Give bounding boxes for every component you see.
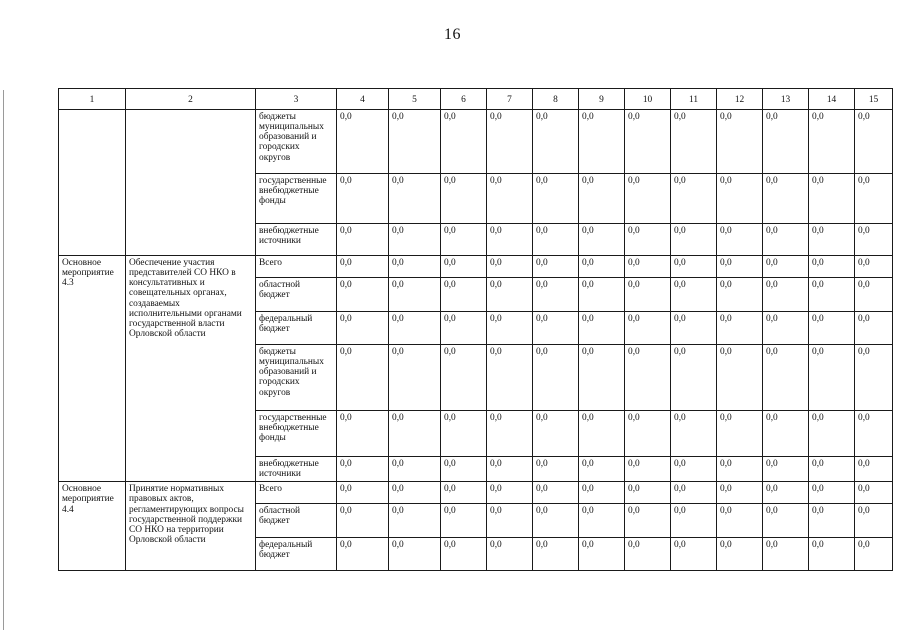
value-cell: 0,0	[389, 504, 441, 538]
value-cell: 0,0	[763, 482, 809, 504]
value-cell: 0,0	[441, 256, 487, 278]
value-cell: 0,0	[717, 504, 763, 538]
table-header-row	[59, 89, 893, 110]
value-cell: 0,0	[763, 538, 809, 571]
activity-description-cell: Принятие нормативных правовых актов, регламентирующих вопросы государственной поддержки СО НКО на территории Орловской области	[126, 482, 256, 571]
value-cell: 0,0	[717, 110, 763, 174]
value-cell: 0,0	[763, 256, 809, 278]
value-cell: 0,0	[579, 538, 625, 571]
value-cell: 0,0	[487, 411, 533, 457]
value-cell: 0,0	[579, 457, 625, 482]
value-cell: 0,0	[855, 110, 893, 174]
value-cell: 0,0	[855, 504, 893, 538]
funding-source-cell: областной бюджет	[256, 278, 337, 312]
value-cell: 0,0	[579, 278, 625, 312]
value-cell: 0,0	[625, 174, 671, 224]
value-cell: 0,0	[763, 224, 809, 256]
value-cell: 0,0	[855, 411, 893, 457]
value-cell: 0,0	[533, 482, 579, 504]
value-cell: 0,0	[809, 110, 855, 174]
value-cell: 0,0	[337, 538, 389, 571]
value-cell: 0,0	[671, 312, 717, 345]
value-cell: 0,0	[337, 411, 389, 457]
value-cell: 0,0	[487, 482, 533, 504]
value-cell: 0,0	[855, 278, 893, 312]
table-body	[59, 110, 893, 571]
value-cell: 0,0	[855, 224, 893, 256]
funding-source-cell: Всего	[256, 256, 337, 278]
column-header: 5	[389, 89, 441, 110]
value-cell: 0,0	[717, 538, 763, 571]
value-cell: 0,0	[625, 457, 671, 482]
value-cell: 0,0	[441, 482, 487, 504]
column-header: 4	[337, 89, 389, 110]
value-cell: 0,0	[389, 411, 441, 457]
value-cell: 0,0	[337, 345, 389, 411]
value-cell: 0,0	[763, 278, 809, 312]
value-cell: 0,0	[717, 312, 763, 345]
value-cell: 0,0	[579, 110, 625, 174]
funding-source-cell: федеральный бюджет	[256, 312, 337, 345]
column-header: 9	[579, 89, 625, 110]
value-cell: 0,0	[671, 538, 717, 571]
value-cell: 0,0	[809, 504, 855, 538]
column-header: 11	[671, 89, 717, 110]
value-cell: 0,0	[855, 256, 893, 278]
binding-margin-line	[3, 90, 4, 630]
value-cell: 0,0	[533, 312, 579, 345]
value-cell: 0,0	[671, 174, 717, 224]
value-cell: 0,0	[487, 504, 533, 538]
value-cell: 0,0	[763, 345, 809, 411]
value-cell: 0,0	[763, 457, 809, 482]
value-cell: 0,0	[625, 278, 671, 312]
value-cell: 0,0	[337, 110, 389, 174]
value-cell: 0,0	[717, 482, 763, 504]
value-cell: 0,0	[579, 256, 625, 278]
value-cell: 0,0	[717, 278, 763, 312]
value-cell: 0,0	[337, 457, 389, 482]
value-cell: 0,0	[389, 110, 441, 174]
value-cell: 0,0	[625, 256, 671, 278]
value-cell: 0,0	[533, 110, 579, 174]
value-cell: 0,0	[389, 457, 441, 482]
value-cell: 0,0	[763, 312, 809, 345]
activity-cell: Основное мероприятие 4.4	[59, 482, 126, 571]
table-row	[59, 256, 893, 278]
value-cell: 0,0	[579, 411, 625, 457]
value-cell: 0,0	[625, 482, 671, 504]
funding-source-cell: внебюджетные источники	[256, 457, 337, 482]
value-cell: 0,0	[717, 345, 763, 411]
page-number: 16	[444, 26, 461, 43]
value-cell: 0,0	[441, 110, 487, 174]
value-cell: 0,0	[625, 312, 671, 345]
column-header: 3	[256, 89, 337, 110]
value-cell: 0,0	[337, 278, 389, 312]
value-cell: 0,0	[809, 345, 855, 411]
value-cell: 0,0	[579, 224, 625, 256]
value-cell: 0,0	[671, 110, 717, 174]
value-cell: 0,0	[533, 278, 579, 312]
value-cell: 0,0	[671, 256, 717, 278]
value-cell: 0,0	[855, 482, 893, 504]
value-cell: 0,0	[441, 504, 487, 538]
value-cell: 0,0	[487, 174, 533, 224]
value-cell: 0,0	[389, 482, 441, 504]
column-header: 10	[625, 89, 671, 110]
value-cell: 0,0	[533, 174, 579, 224]
value-cell: 0,0	[579, 312, 625, 345]
column-header: 2	[126, 89, 256, 110]
value-cell: 0,0	[809, 538, 855, 571]
value-cell: 0,0	[337, 174, 389, 224]
value-cell: 0,0	[625, 411, 671, 457]
value-cell: 0,0	[763, 110, 809, 174]
column-header: 8	[533, 89, 579, 110]
value-cell: 0,0	[579, 504, 625, 538]
value-cell: 0,0	[671, 345, 717, 411]
table-row	[59, 110, 893, 174]
activity-description-cell	[126, 110, 256, 256]
value-cell: 0,0	[389, 538, 441, 571]
value-cell: 0,0	[441, 538, 487, 571]
value-cell: 0,0	[389, 278, 441, 312]
value-cell: 0,0	[337, 504, 389, 538]
value-cell: 0,0	[579, 345, 625, 411]
funding-source-cell: государственные внебюджетные фонды	[256, 174, 337, 224]
value-cell: 0,0	[487, 110, 533, 174]
value-cell: 0,0	[809, 457, 855, 482]
value-cell: 0,0	[487, 538, 533, 571]
value-cell: 0,0	[809, 224, 855, 256]
value-cell: 0,0	[337, 312, 389, 345]
activity-cell: Основное мероприятие 4.3	[59, 256, 126, 482]
funding-source-cell: федеральный бюджет	[256, 538, 337, 571]
value-cell: 0,0	[533, 224, 579, 256]
value-cell: 0,0	[441, 174, 487, 224]
value-cell: 0,0	[487, 345, 533, 411]
value-cell: 0,0	[671, 411, 717, 457]
value-cell: 0,0	[625, 345, 671, 411]
value-cell: 0,0	[441, 278, 487, 312]
value-cell: 0,0	[533, 345, 579, 411]
value-cell: 0,0	[533, 538, 579, 571]
value-cell: 0,0	[389, 345, 441, 411]
value-cell: 0,0	[337, 482, 389, 504]
value-cell: 0,0	[533, 457, 579, 482]
value-cell: 0,0	[441, 411, 487, 457]
column-header: 13	[763, 89, 809, 110]
value-cell: 0,0	[337, 224, 389, 256]
value-cell: 0,0	[579, 482, 625, 504]
value-cell: 0,0	[625, 538, 671, 571]
activity-description-cell: Обеспечение участия представителей СО НКО в консультативных и совещательных органах, создаваемых исполнительными органами государственной власти Орловской области	[126, 256, 256, 482]
value-cell: 0,0	[809, 278, 855, 312]
value-cell: 0,0	[671, 504, 717, 538]
value-cell: 0,0	[487, 312, 533, 345]
value-cell: 0,0	[717, 224, 763, 256]
value-cell: 0,0	[533, 256, 579, 278]
value-cell: 0,0	[671, 457, 717, 482]
value-cell: 0,0	[855, 312, 893, 345]
value-cell: 0,0	[389, 174, 441, 224]
funding-source-cell: бюджеты муниципальных образований и городских округов	[256, 110, 337, 174]
value-cell: 0,0	[389, 312, 441, 345]
activity-cell	[59, 110, 126, 256]
value-cell: 0,0	[809, 411, 855, 457]
value-cell: 0,0	[487, 224, 533, 256]
value-cell: 0,0	[579, 174, 625, 224]
table-row	[59, 482, 893, 504]
value-cell: 0,0	[763, 411, 809, 457]
value-cell: 0,0	[671, 482, 717, 504]
value-cell: 0,0	[763, 504, 809, 538]
value-cell: 0,0	[717, 174, 763, 224]
column-header: 6	[441, 89, 487, 110]
value-cell: 0,0	[763, 174, 809, 224]
value-cell: 0,0	[625, 110, 671, 174]
funding-source-cell: областной бюджет	[256, 504, 337, 538]
funding-source-cell: внебюджетные источники	[256, 224, 337, 256]
value-cell: 0,0	[441, 312, 487, 345]
value-cell: 0,0	[809, 312, 855, 345]
value-cell: 0,0	[487, 457, 533, 482]
value-cell: 0,0	[855, 174, 893, 224]
value-cell: 0,0	[625, 504, 671, 538]
value-cell: 0,0	[717, 256, 763, 278]
column-header: 12	[717, 89, 763, 110]
value-cell: 0,0	[809, 256, 855, 278]
column-header: 15	[855, 89, 893, 110]
value-cell: 0,0	[717, 411, 763, 457]
value-cell: 0,0	[533, 411, 579, 457]
value-cell: 0,0	[487, 278, 533, 312]
value-cell: 0,0	[533, 504, 579, 538]
value-cell: 0,0	[441, 224, 487, 256]
value-cell: 0,0	[487, 256, 533, 278]
value-cell: 0,0	[717, 457, 763, 482]
value-cell: 0,0	[625, 224, 671, 256]
value-cell: 0,0	[855, 538, 893, 571]
funding-source-cell: государственные внебюджетные фонды	[256, 411, 337, 457]
value-cell: 0,0	[389, 256, 441, 278]
value-cell: 0,0	[441, 345, 487, 411]
funding-table	[58, 88, 893, 571]
funding-source-cell: бюджеты муниципальных образований и городских округов	[256, 345, 337, 411]
value-cell: 0,0	[855, 345, 893, 411]
column-header: 7	[487, 89, 533, 110]
value-cell: 0,0	[809, 174, 855, 224]
value-cell: 0,0	[671, 224, 717, 256]
value-cell: 0,0	[809, 482, 855, 504]
value-cell: 0,0	[389, 224, 441, 256]
column-header: 14	[809, 89, 855, 110]
value-cell: 0,0	[441, 457, 487, 482]
funding-source-cell: Всего	[256, 482, 337, 504]
value-cell: 0,0	[855, 457, 893, 482]
value-cell: 0,0	[671, 278, 717, 312]
value-cell: 0,0	[337, 256, 389, 278]
column-header: 1	[59, 89, 126, 110]
